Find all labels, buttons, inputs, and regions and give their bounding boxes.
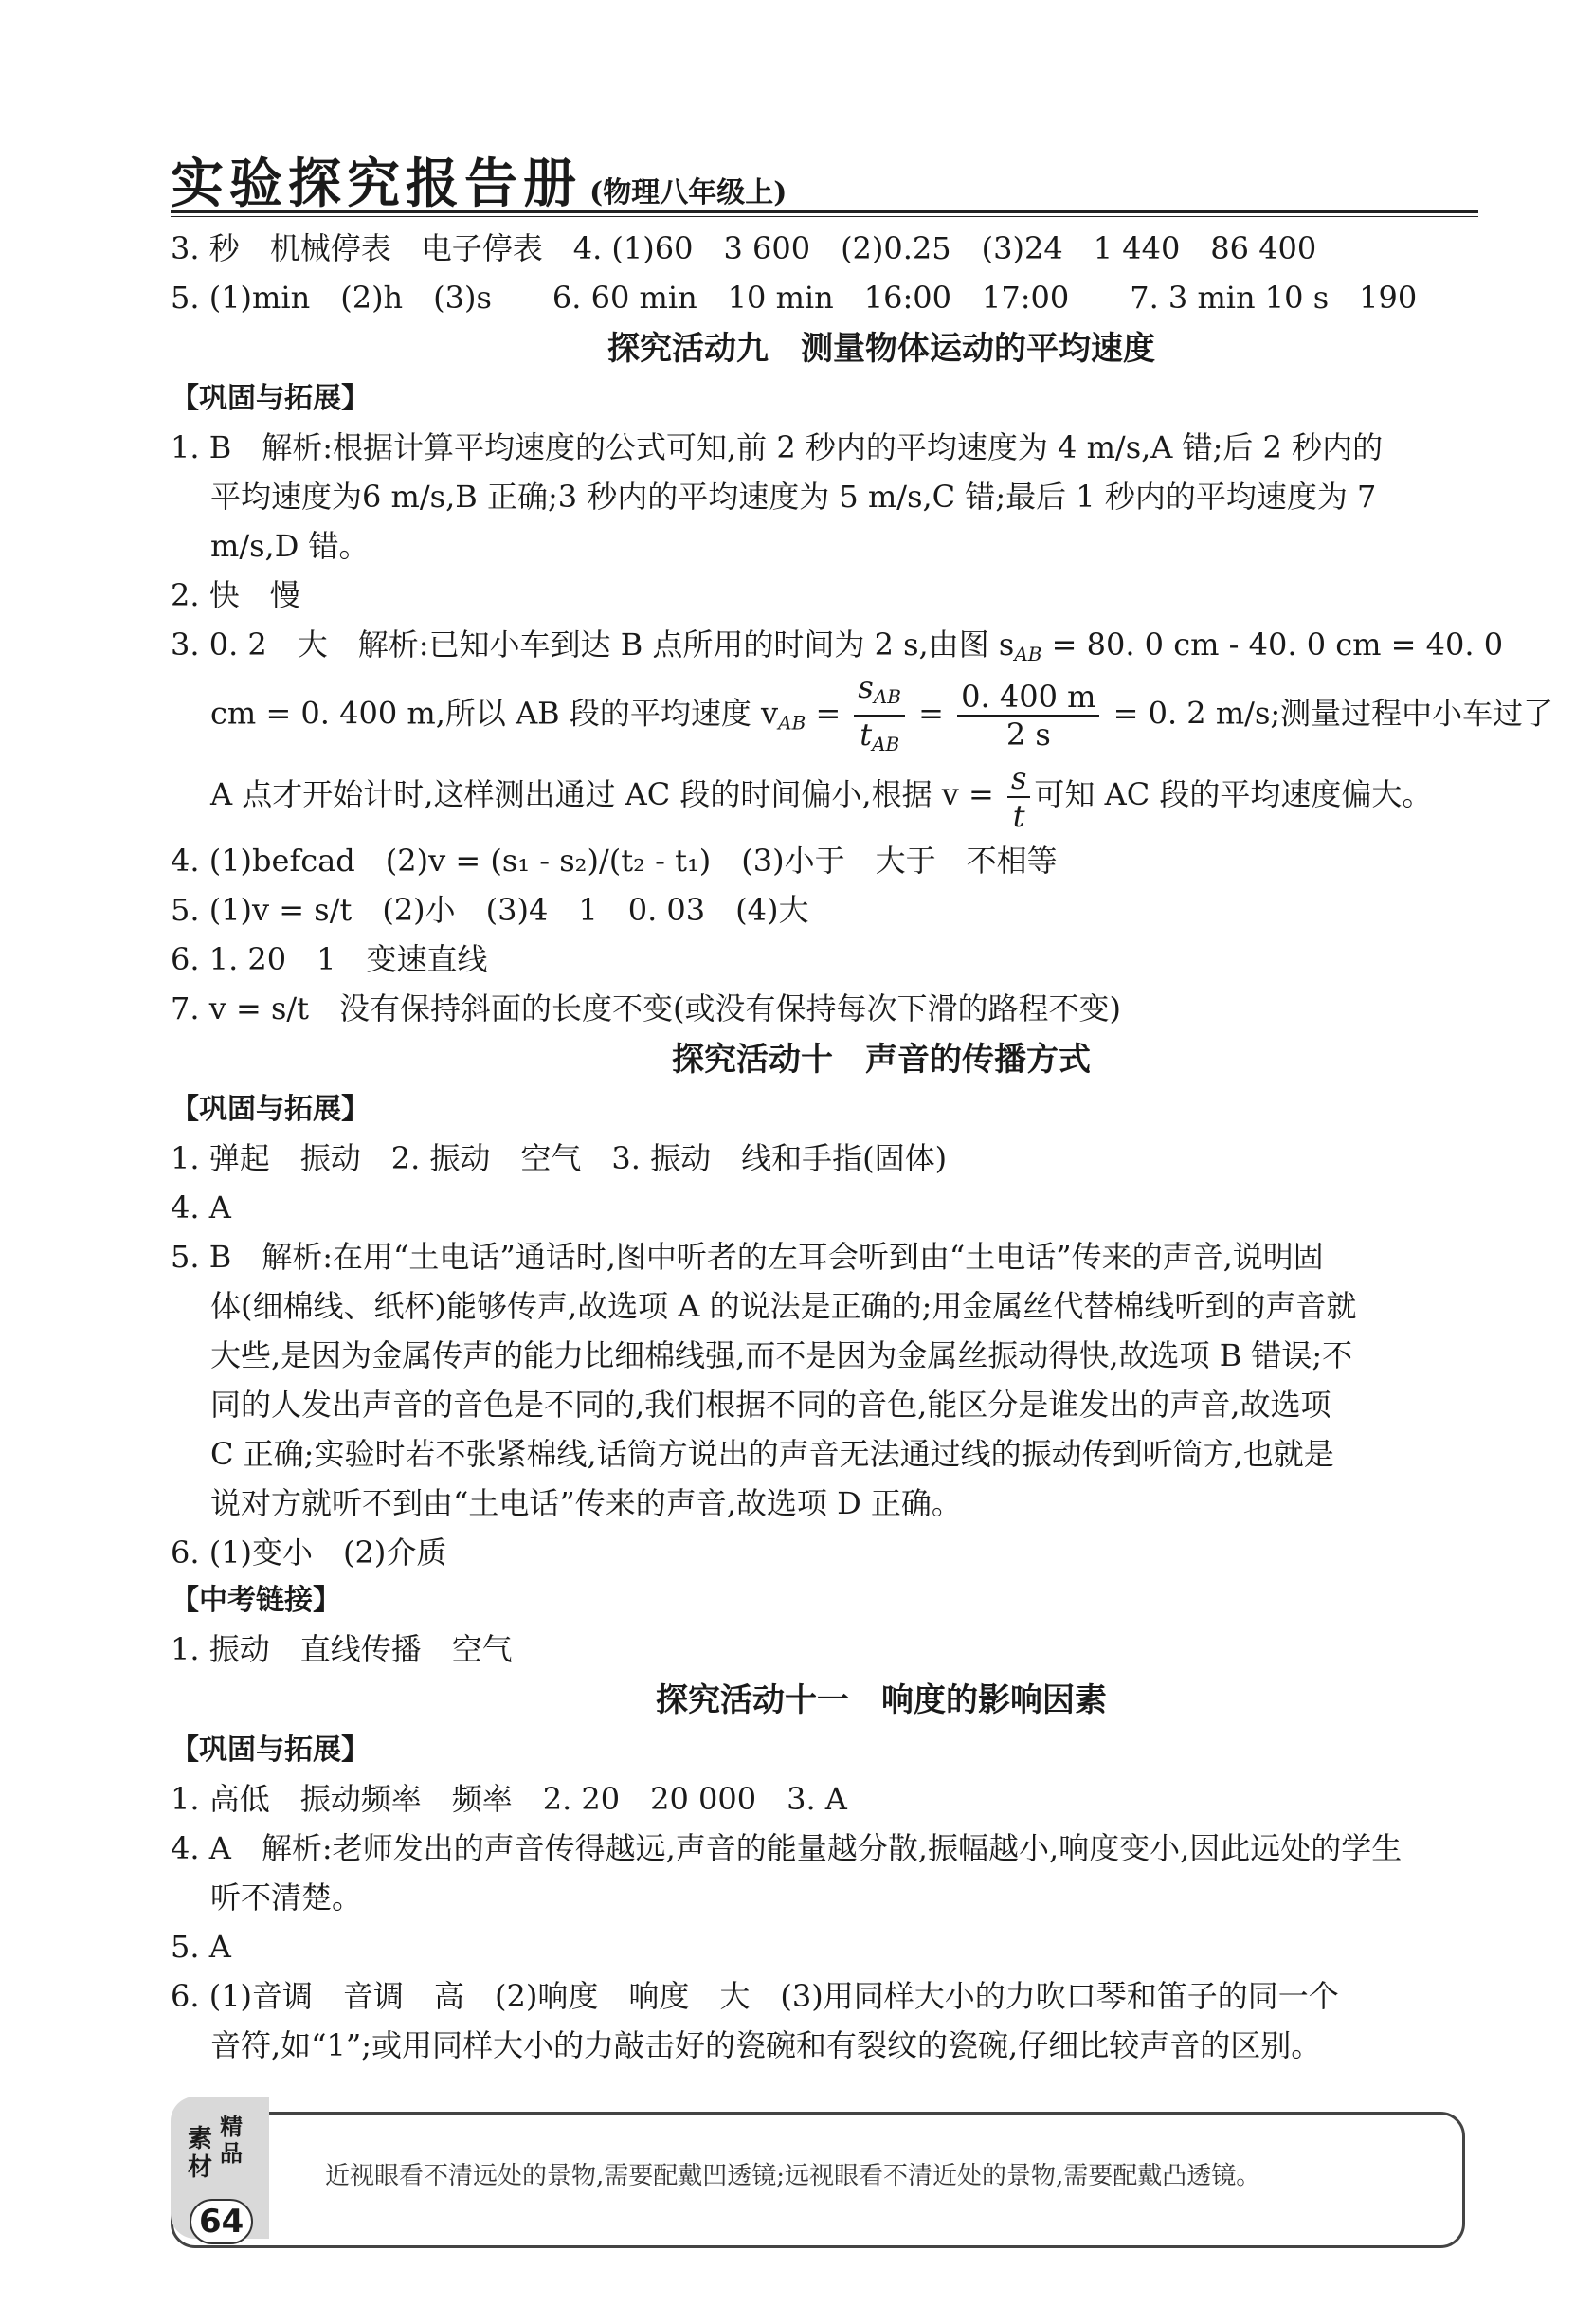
page-number: 64: [190, 2199, 253, 2244]
subsection-heading: 【巩固与拓展】: [171, 1093, 370, 1126]
fraction: $\frac{s}{t}$: [1007, 760, 1030, 834]
subsection-heading: 【巩固与拓展】: [171, 382, 370, 415]
answer-line: 体(细棉线、纸杯)能够传声,故选项 A 的说法是正确的;用金属丝代替棉线听到的声音就: [210, 1288, 1357, 1324]
answer-line: 4. A: [171, 1189, 231, 1226]
answer-content: [171, 224, 1554, 2070]
answer-line: 大些,是因为金属传声的能力比细棉线强,而不是因为金属丝振动得快,故选项 B 错误;不: [210, 1337, 1353, 1373]
answer-line: 4. A 解析:老师发出的声音传得越远,声音的能量越分散,振幅越小,响度变小,因此远处的学生: [171, 1830, 1403, 1866]
answer-line: 说对方就听不到由“土电话”传来的声音,故选项 D 正确。: [210, 1485, 962, 1521]
answer-line: 听不清楚。: [210, 1879, 363, 1915]
answer-line: 5. B 解析:在用“土电话”通话时,图中听者的左耳会听到由“土电话”传来的声音,说明固: [171, 1239, 1324, 1275]
answer-line: 5. (1)min (2)h (3)s 6. 60 min 10 min 16:00 17:00 7. 3 min 10 s 190: [171, 280, 1418, 316]
subsection-heading: 【中考链接】: [171, 1584, 341, 1617]
header-rule: [171, 210, 1478, 217]
answer-line: A 点才开始计时,这样测出通过 AC 段的时间偏小,根据 v = $\frac{s}{t}$ 可知 AC 段的平均速度偏大。: [210, 759, 1433, 834]
answer-line: 音符,如“1”;或用同样大小的力敲击好的瓷碗和有裂纹的瓷碗,仔细比较声音的区别。: [210, 2027, 1322, 2063]
answer-line: 6. (1)变小 (2)介质: [171, 1534, 447, 1571]
tip-tab-side-label: 素材: [188, 2125, 213, 2182]
section-title: 探究活动十 声音的传播方式: [672, 1041, 1091, 1079]
fraction: $\frac{s_{AB}}{t_{AB}}$: [854, 669, 905, 762]
fraction: $\frac{0. 400 m}{2 s}$: [957, 679, 1099, 753]
tip-tab-top-label: 精品: [220, 2114, 243, 2167]
answer-line: 2. 快 慢: [171, 577, 300, 613]
answer-line: 6. 1. 20 1 变速直线: [171, 941, 488, 977]
book-subtitle: (物理八年级上): [589, 176, 788, 209]
answer-line: 5. A: [171, 1929, 231, 1965]
answer-line: 平均速度为6 m/s,B 正确;3 秒内的平均速度为 5 m/s,C 错;最后 1 秒内的平均速度为 7: [210, 479, 1377, 515]
answer-line: 1. 弹起 振动 2. 振动 空气 3. 振动 线和手指(固体): [171, 1140, 948, 1176]
section-title: 探究活动十一 响度的影响因素: [656, 1681, 1107, 1719]
answer-line: cm = 0. 400 m,所以 AB 段的平均速度 $v_{AB}$ = $\frac{s_{AB}}{t_{AB}}$ = $\frac{0. 400 m}{2 s}$ = 0. 2 m/s;测量过程中小车过了: [171, 669, 1478, 753]
answer-line: 5. (1)v = s/t (2)小 (3)4 1 0. 03 (4)大: [171, 892, 809, 928]
book-title: 实验探究报告册: [171, 153, 582, 215]
subsection-heading: 【巩固与拓展】: [171, 1734, 370, 1767]
tip-box: [171, 2112, 1465, 2248]
answer-line: 3. 0. 2 大 解析:已知小车到达 B 点所用的时间为 2 s,由图 $s_{AB} = 80$. 0 cm - 40. 0 cm = 40. 0: [171, 626, 1504, 665]
answer-line: 7. v = s/t 没有保持斜面的长度不变(或没有保持每次下滑的路程不变): [171, 990, 1121, 1026]
answer-line: 1. 振动 直线传播 空气: [171, 1631, 513, 1667]
answer-line: 4. (1)befcad (2)v = (s₁ - s₂)/(t₂ - t₁) (3)小于 大于 不相等: [171, 843, 1058, 879]
tip-text: 近视眼看不清远处的景物,需要配戴凹透镜;远视眼看不清近处的景物,需要配戴凸透镜。: [325, 2162, 1261, 2190]
answer-line: m/s,D 错。: [210, 528, 370, 564]
answer-line: 1. 高低 振动频率 频率 2. 20 20 000 3. A: [171, 1781, 847, 1817]
answer-line: 6. (1)音调 音调 高 (2)响度 响度 大 (3)用同样大小的力吹口琴和笛子的同一个: [171, 1978, 1339, 2014]
page-header: [171, 142, 1478, 218]
answer-line: 3. 秒 机械停表 电子停表 4. (1)60 3 600 (2)0.25 (3)24 1 440 86 400: [171, 230, 1317, 266]
section-title: 探究活动九 测量物体运动的平均速度: [607, 330, 1155, 368]
answer-line: C 正确;实验时若不张紧棉线,话筒方说出的声音无法通过线的振动传到听筒方,也就是: [210, 1436, 1334, 1472]
answer-line: 同的人发出声音的音色是不同的,我们根据不同的音色,能区分是谁发出的声音,故选项: [210, 1387, 1331, 1423]
answer-line: 1. B 解析:根据计算平均速度的公式可知,前 2 秒内的平均速度为 4 m/s,A 错;后 2 秒内的: [171, 429, 1384, 465]
